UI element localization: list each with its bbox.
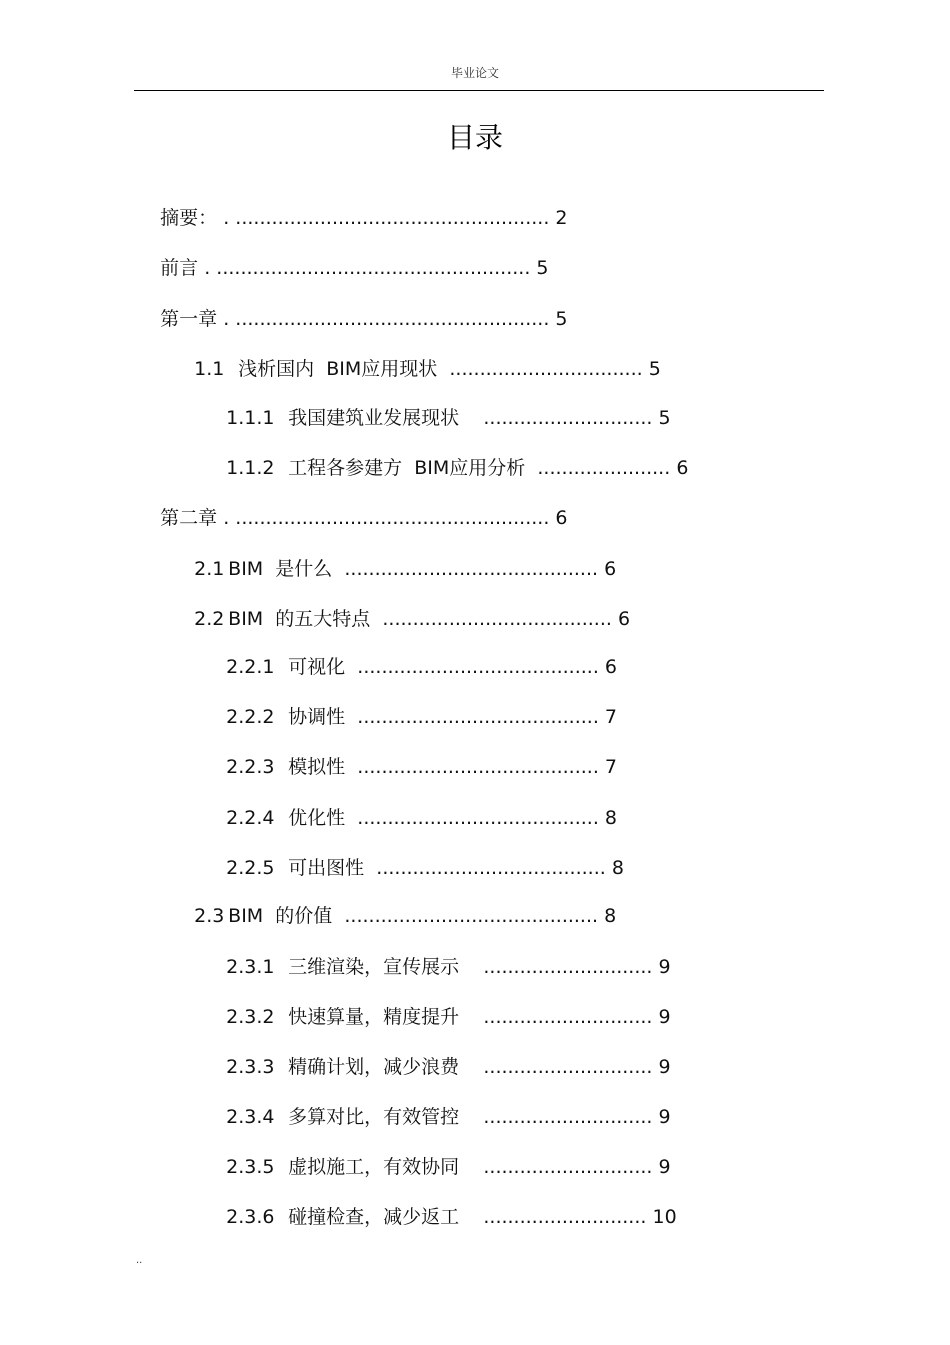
toc-page-number: 8	[604, 905, 617, 927]
toc-entry-text: 协调性	[288, 706, 346, 728]
toc-section-number: 2.2.4	[226, 807, 275, 829]
toc-leader-dots: ............................	[483, 1056, 653, 1078]
toc-page-number: 5	[658, 407, 671, 429]
toc-section-number: 2.2.1	[226, 656, 275, 678]
toc-page-number: 6	[617, 608, 631, 630]
toc-page-number: 7	[604, 756, 618, 778]
toc-entry-text: 第二章	[160, 507, 218, 529]
toc-section-number: 2.3.5	[226, 1156, 275, 1178]
toc-section-number: 2.3	[194, 905, 225, 927]
page-header: 毕业论文	[450, 66, 499, 80]
toc-leader-dots: . ....................................................	[217, 308, 550, 330]
toc-page-number: 9	[658, 956, 671, 978]
toc-page-number: 9	[658, 1006, 671, 1028]
toc-leader-dots: . ....................................................	[198, 257, 531, 279]
toc-entry-text: 精确计划，减少浪费	[288, 1056, 460, 1078]
toc-section-number: 2.2.5	[226, 857, 275, 879]
toc-entry-text: 碰撞检查，减少返工	[288, 1206, 460, 1228]
toc-leader-dots: ............................	[483, 407, 653, 429]
header-divider	[134, 90, 824, 91]
toc-page-number: 6	[676, 457, 689, 479]
toc-page-number: 6	[555, 507, 568, 529]
toc-entry-text: 优化性	[288, 807, 346, 829]
toc-leader-dots: ............................	[483, 1156, 653, 1178]
toc-page-number: 8	[611, 857, 624, 879]
toc-page-number: 6	[604, 558, 617, 580]
toc-entry-text: 摘要：	[160, 207, 218, 229]
toc-entry-text: 我国建筑业发展现状	[288, 407, 460, 429]
toc-entry-text: BIM 的五大特点	[228, 608, 371, 630]
toc-entry[interactable]	[202, 1178, 677, 1256]
toc-leader-dots: ................................	[449, 358, 643, 380]
toc-entry-text: 前言	[160, 257, 199, 279]
toc-entry-text: 第一章	[160, 308, 218, 330]
toc-leader-dots: ............................	[483, 956, 653, 978]
toc-entry-text: 浅析国内 BIM应用现状	[238, 358, 438, 380]
toc-leader-dots: ......................	[537, 457, 671, 479]
toc-entry-text: 可出图性	[288, 857, 365, 879]
toc-page-number: 8	[604, 807, 618, 829]
toc-leader-dots: ............................	[483, 1006, 653, 1028]
toc-page-number: 5	[555, 308, 568, 330]
toc-leader-dots: . ....................................................	[217, 507, 550, 529]
toc-entry-text: 工程各参建方 BIM应用分析	[288, 457, 526, 479]
toc-page-number: 9	[658, 1106, 671, 1128]
toc-leader-dots: ...........................	[483, 1206, 647, 1228]
toc-section-number: 2.3.4	[226, 1106, 275, 1128]
toc-entry-text: 快速算量，精度提升	[288, 1006, 460, 1028]
toc-page-number: 5	[648, 358, 661, 380]
toc-page-number: 7	[604, 706, 618, 728]
toc-entry-text: BIM 的价值	[228, 905, 333, 927]
toc-leader-dots: ............................	[483, 1106, 653, 1128]
toc-leader-dots: . ....................................................	[217, 207, 550, 229]
toc-entry-text: BIM 是什么	[228, 558, 333, 580]
toc-section-number: 2.3.1	[226, 956, 275, 978]
toc-leader-dots: ........................................	[357, 706, 599, 728]
toc-section-number: 1.1.2	[226, 457, 275, 479]
toc-section-number: 2.1	[194, 558, 225, 580]
toc-leader-dots: ..........................................	[344, 558, 599, 580]
toc-section-number: 2.3.2	[226, 1006, 275, 1028]
toc-entry-text: 三维渲染，宣传展示	[288, 956, 460, 978]
toc-entry-text: 可视化	[288, 656, 346, 678]
toc-section-number: 2.2.3	[226, 756, 275, 778]
toc-section-number: 2.2.2	[226, 706, 275, 728]
toc-title: 目录	[446, 121, 503, 154]
toc-leader-dots: ........................................	[357, 807, 599, 829]
toc-leader-dots: ........................................	[357, 656, 599, 678]
toc-page-number: 9	[658, 1156, 671, 1178]
toc-leader-dots: ..........................................	[344, 905, 599, 927]
toc-section-number: 2.3.6	[226, 1206, 275, 1228]
toc-leader-dots: ......................................	[376, 857, 606, 879]
toc-entry-text: 多算对比，有效管控	[288, 1106, 460, 1128]
toc-page-number: 10	[652, 1206, 677, 1228]
toc-entry-text: 模拟性	[288, 756, 346, 778]
footer-mark: ..	[136, 1255, 143, 1266]
toc-entry-text: 虚拟施工，有效协同	[288, 1156, 460, 1178]
toc-section-number: 2.2	[194, 608, 225, 630]
toc-page-number: 2	[555, 207, 568, 229]
toc-section-number: 1.1.1	[226, 407, 275, 429]
toc-leader-dots: ......................................	[382, 608, 612, 630]
toc-page-number: 9	[658, 1056, 671, 1078]
toc-page-number: 5	[536, 257, 549, 279]
toc-page-number: 6	[604, 656, 618, 678]
toc-section-number: 1.1	[194, 358, 225, 380]
toc-leader-dots: ........................................	[357, 756, 599, 778]
toc-section-number: 2.3.3	[226, 1056, 275, 1078]
